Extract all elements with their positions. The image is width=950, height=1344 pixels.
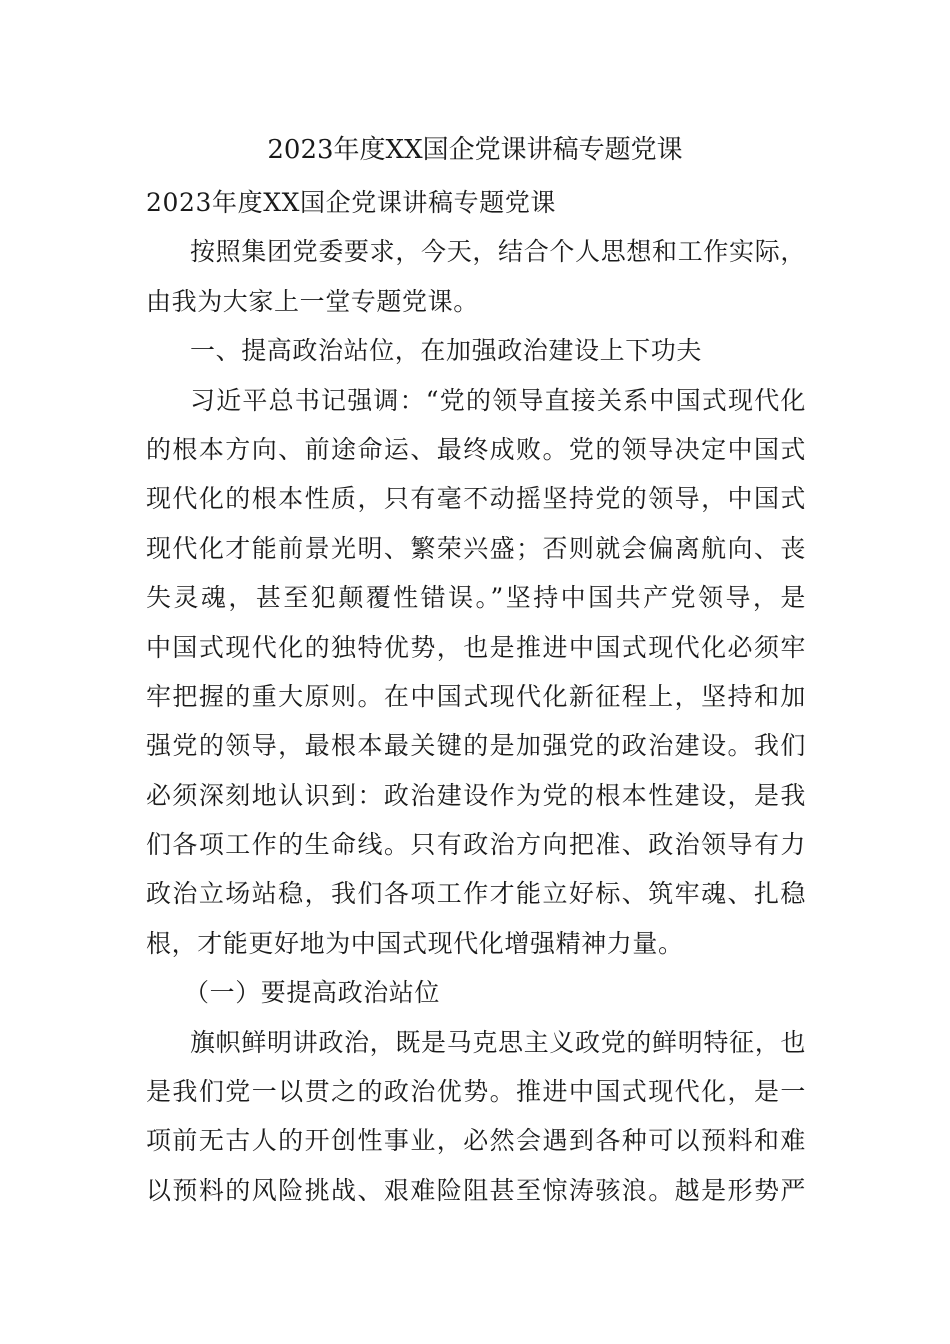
body-line: 的根本方向、前途命运、最终成败。党的领导决定中国式 (146, 434, 806, 464)
subsection-heading: （一）要提高政治站位 (184, 978, 441, 1008)
body-line: 现代化才能前景光明、繁荣兴盛；否则就会偏离航向、丧 (146, 533, 806, 563)
body-line: 中国式现代化的独特优势，也是推进中国式现代化必须牢 (146, 632, 806, 662)
body-line: 现代化的根本性质，只有毫不动摇坚持党的领导，中国式 (146, 484, 806, 514)
body-line: 根，才能更好地为中国式现代化增强精神力量。 (146, 928, 684, 958)
body-line: 政治立场站稳，我们各项工作才能立好标、筑牢魂、扎稳 (146, 879, 806, 909)
body-line: 旗帜鲜明讲政治，既是马克思主义政党的鲜明特征，也 (190, 1027, 806, 1057)
body-line: 失灵魂，甚至犯颠覆性错误。”坚持中国共产党领导，是 (146, 583, 806, 613)
body-line: 以预料的风险挑战、艰难险阻甚至惊涛骇浪。越是形势严 (146, 1175, 806, 1205)
body-line: 项前无古人的开创性事业，必然会遇到各种可以预料和难 (146, 1126, 806, 1156)
subtitle-line: 2023年度XX国企党课讲稿专题党课 (146, 188, 557, 217)
document-title: 2023年度XX国企党课讲稿专题党课 (267, 135, 683, 165)
body-line: 强党的领导，最根本最关键的是加强党的政治建设。我们 (146, 731, 806, 761)
body-line: 按照集团党委要求，今天，结合个人思想和工作实际， (190, 237, 806, 267)
body-line: 是我们党一以贯之的政治优势。推进中国式现代化，是一 (146, 1077, 806, 1107)
body-line: 习近平总书记强调：“党的领导直接关系中国式现代化 (190, 385, 806, 415)
section-heading: 一、提高政治站位，在加强政治建设上下功夫 (190, 336, 703, 366)
body-line: 们各项工作的生命线。只有政治方向把准、政治领导有力 (146, 830, 806, 860)
body-line: 必须深刻地认识到：政治建设作为党的根本性建设，是我 (146, 780, 806, 810)
body-line: 牢把握的重大原则。在中国式现代化新征程上，坚持和加 (146, 681, 806, 711)
document-body (146, 178, 806, 1215)
body-line: 由我为大家上一堂专题党课。 (146, 286, 479, 316)
